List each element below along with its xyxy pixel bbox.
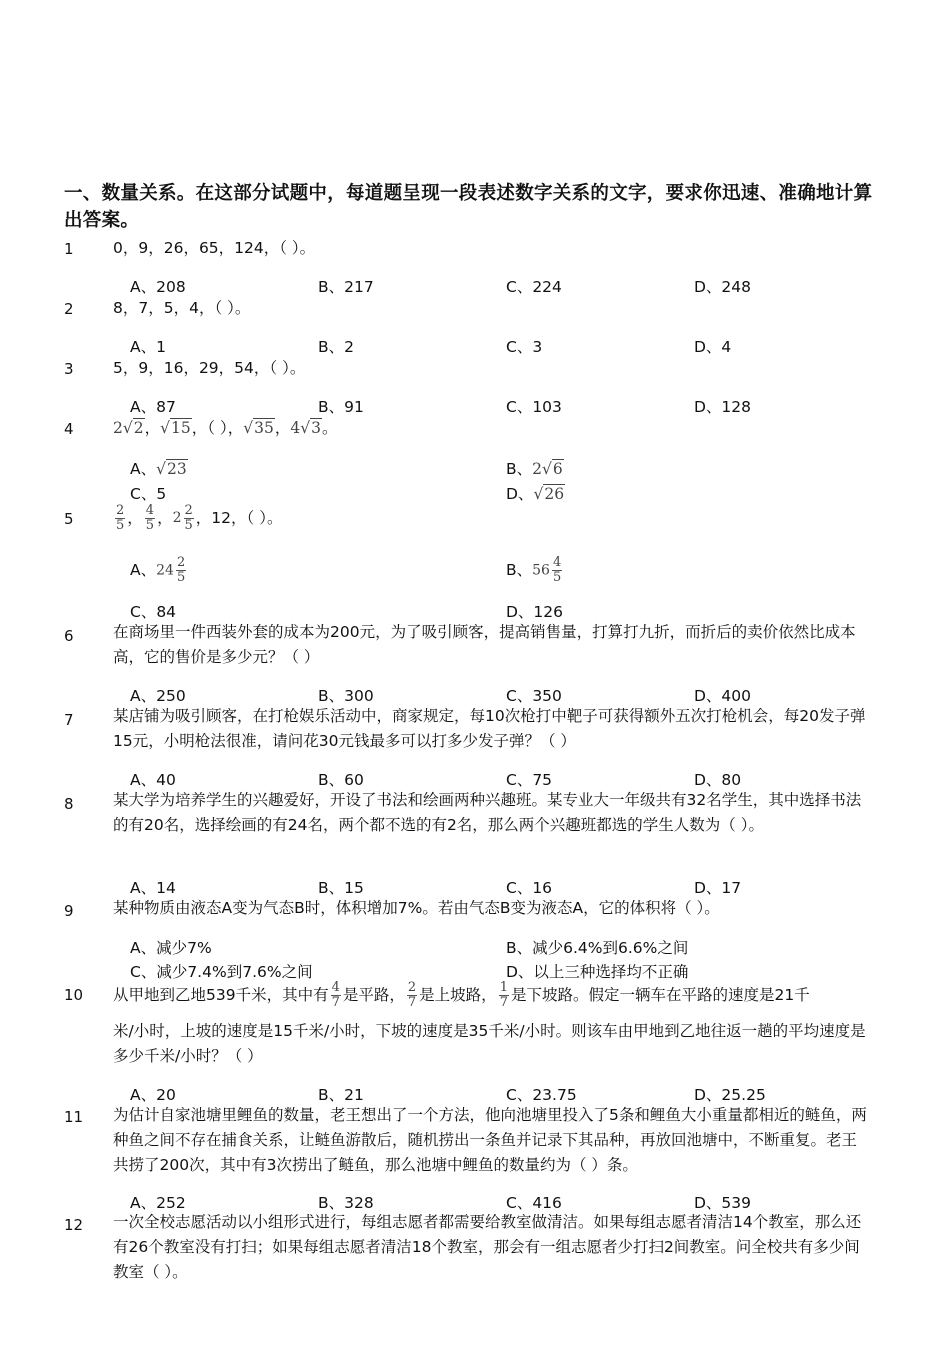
- option-c: C、23.75: [506, 1086, 577, 1104]
- option-a: A、1: [130, 338, 166, 356]
- option-b: B、217: [318, 278, 374, 296]
- option-c: C、84: [130, 603, 177, 621]
- option-b: B、91: [318, 398, 364, 416]
- option-d: D、17: [694, 879, 742, 897]
- option-a: A、减少7%: [130, 939, 212, 957]
- math-expression: √15: [160, 419, 191, 437]
- question-number: 2: [64, 300, 74, 318]
- question-number: 12: [64, 1216, 84, 1234]
- question-number: 6: [64, 627, 74, 645]
- option-b: B、56 $\frac{4}{5}$: [506, 555, 562, 585]
- option-d: D、539: [694, 1194, 752, 1212]
- question-text: 0，9，26，65，124，（ ）。: [113, 239, 316, 257]
- question-number: 7: [64, 711, 74, 729]
- question-text: 某种物质由液态A变为气态B时，体积增加7%。若由气态B变为液态A，它的体积将（ ）。: [113, 899, 720, 917]
- section-heading: 一、数量关系。在这部分试题中，每道题呈现一段表述数字关系的文字，要求你迅速、准确地计算出答案。: [64, 183, 873, 231]
- option-d: D、80: [694, 771, 742, 789]
- question-text: 某店铺为吸引顾客，在打枪娱乐活动中，商家规定，每10次枪打中靶子可获得额外五次打枪机会，每20发子弹15元，小明枪法很准，请问花30元钱最多可以打多少发子弹？（ ）: [113, 707, 866, 750]
- question-text: 在商场里一件西装外套的成本为200元，为了吸引顾客，提高销售量，打算打九折，而折后的卖价依然比成本高，它的售价是多少元？（ ）: [113, 623, 856, 666]
- question-text: 某大学为培养学生的兴趣爱好，开设了书法和绘画两种兴趣班。某专业大一年级共有32名学生，其中选择书法的有20名，选择绘画的有24名，两个都不选的有2名，那么两个兴趣班都选的学生人数为（ ）。: [113, 791, 862, 834]
- option-b: B、15: [318, 879, 364, 897]
- option-c: C、103: [506, 398, 562, 416]
- question-number: 11: [64, 1108, 84, 1126]
- option-c: C、75: [506, 771, 553, 789]
- fraction: $\frac{2}{5}$: [184, 503, 193, 533]
- option-a: A、20: [130, 1086, 176, 1104]
- option-b: B、328: [318, 1194, 374, 1212]
- option-b: B、21: [318, 1086, 364, 1104]
- option-d: D、√26: [506, 485, 565, 503]
- question-text: 从甲地到乙地539千米，其中有 $\frac{4}{7}$ 是平路， $\frac{2}{7}$ 是上坡路， $\frac{1}{7}$ 是下坡路。假定一辆车在平路的速度是21千: [113, 980, 810, 1010]
- question-text: 为估计自家池塘里鲤鱼的数量，老王想出了一个方法，他向池塘里投入了5条和鲤鱼大小重量都相近的鲢鱼，两种鱼之间不存在捕食关系，让鲢鱼游散后，随机捞出一条鱼并记录下其品种，再放回池塘中，不断重复。老王共捞了200次，其中有3次捞出了鲢鱼，那么池塘中鲤鱼的数量约为（ ）条。: [113, 1106, 867, 1174]
- option-a: A、250: [130, 687, 186, 705]
- question-text: 2√2，√15，（ ），√35，4√3。: [113, 419, 338, 437]
- fraction: $\frac{1}{7}$: [499, 980, 508, 1010]
- question-number: 4: [64, 420, 74, 438]
- option-c: C、16: [506, 879, 553, 897]
- math-expression: 2√2: [113, 419, 144, 437]
- option-c: C、5: [130, 485, 167, 503]
- question-text-continued: 米/小时，上坡的速度是15千米/小时，下坡的速度是35千米/小时。则该车由甲地到乙地往返一趟的平均速度是多少千米/小时？（ ）: [113, 1022, 866, 1065]
- option-d: D、400: [694, 687, 752, 705]
- option-c: C、减少7.4%到7.6%之间: [130, 963, 313, 981]
- option-a: A、252: [130, 1194, 186, 1212]
- option-b: B、减少6.4%到6.6%之间: [506, 939, 689, 957]
- math-expression: 4√3: [290, 419, 321, 437]
- fraction: $\frac{2}{7}$: [407, 980, 417, 1010]
- option-c: C、416: [506, 1194, 562, 1212]
- option-d: D、25.25: [694, 1086, 766, 1104]
- question-number: 8: [64, 795, 74, 813]
- option-b: B、60: [318, 771, 364, 789]
- option-b: B、2: [318, 338, 354, 356]
- option-d: D、以上三种选择均不正确: [506, 963, 689, 981]
- question-number: 10: [64, 986, 84, 1004]
- question-number: 1: [64, 240, 74, 258]
- option-a: A、14: [130, 879, 176, 897]
- fraction: $\frac{2}{5}$: [116, 503, 125, 533]
- option-d: D、126: [506, 603, 564, 621]
- question-text: 5，9，16，29，54，（ ）。: [113, 359, 306, 377]
- option-a: A、√23: [130, 460, 187, 478]
- option-b: B、300: [318, 687, 374, 705]
- option-a: A、24 $\frac{2}{5}$: [130, 555, 186, 585]
- question-text: $\frac{2}{5}$ ， $\frac{4}{5}$ ，2 $\frac{2}{5}$ ，12，（ ）。: [116, 503, 283, 533]
- option-d: D、128: [694, 398, 752, 416]
- fraction: $\frac{4}{5}$: [145, 503, 155, 533]
- fraction: $\frac{4}{7}$: [331, 980, 340, 1010]
- option-d: D、4: [694, 338, 732, 356]
- math-expression: √35: [243, 419, 274, 437]
- option-a: A、87: [130, 398, 176, 416]
- question-number: 5: [64, 510, 74, 528]
- question-text: 8，7，5，4，（ ）。: [113, 299, 251, 317]
- option-c: C、350: [506, 687, 562, 705]
- option-c: C、224: [506, 278, 562, 296]
- question-number: 3: [64, 360, 74, 378]
- question-text: 一次全校志愿活动以小组形式进行，每组志愿者都需要给教室做清洁。如果每组志愿者清洁14个教室，那么还有26个教室没有打扫；如果每组志愿者清洁18个教室，那会有一组志愿者少打扫2间教室。问全校共有多少间教室（ ）。: [113, 1213, 862, 1281]
- question-number: 9: [64, 902, 74, 920]
- option-b: B、2√6: [506, 460, 563, 478]
- option-a: A、208: [130, 278, 186, 296]
- option-c: C、3: [506, 338, 543, 356]
- option-d: D、248: [694, 278, 752, 296]
- option-a: A、40: [130, 771, 176, 789]
